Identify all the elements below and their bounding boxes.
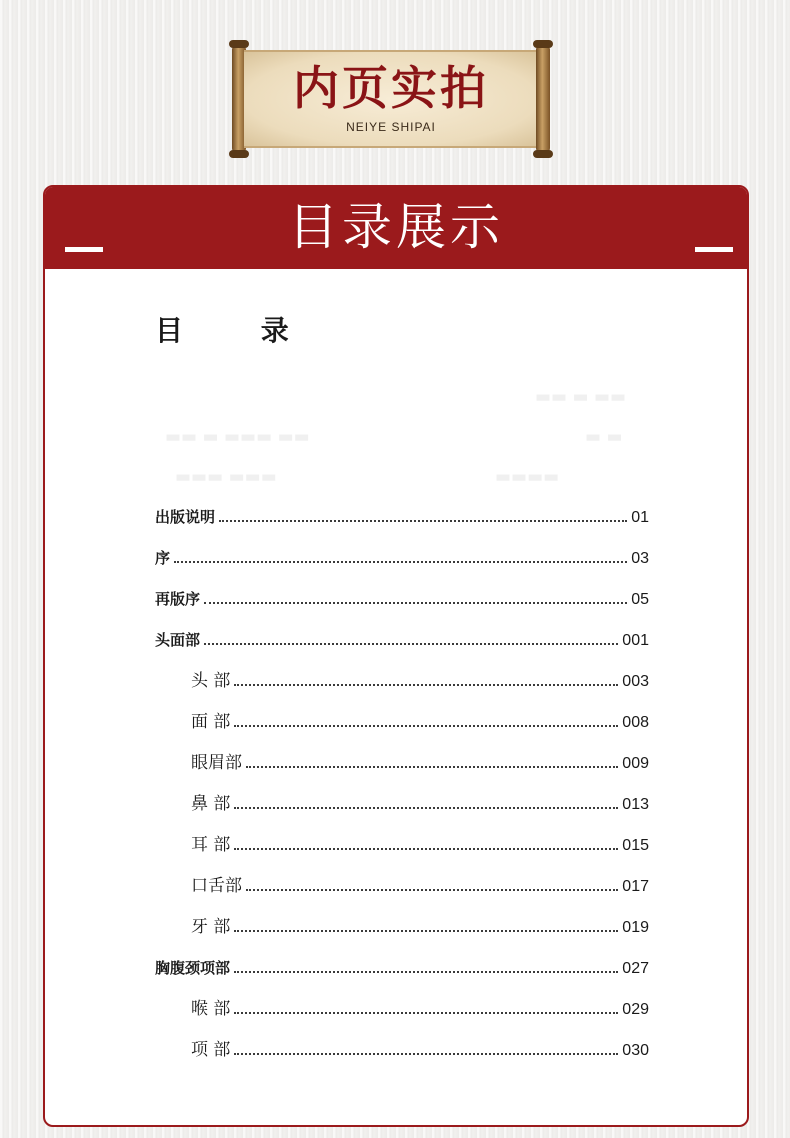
- dot-leader: [234, 684, 618, 686]
- toc-entry-page: 05: [631, 591, 649, 608]
- toc-entry-label: 喉 部: [191, 999, 231, 1019]
- dot-leader: [234, 1053, 618, 1055]
- toc-entry-page: 017: [622, 878, 649, 895]
- toc-entry: [191, 874, 649, 896]
- toc-entry-label: 耳 部: [191, 835, 231, 855]
- dot-leader: [246, 766, 618, 768]
- toc-entry-page: 008: [622, 714, 649, 731]
- section-title: 目录展示: [288, 198, 504, 256]
- toc-entry-page: 019: [622, 919, 649, 936]
- dot-leader: [204, 602, 627, 604]
- toc-heading: 目 录: [155, 314, 323, 347]
- toc-entry: [155, 505, 649, 527]
- toc-entry: [191, 751, 649, 773]
- toc-entry-page: 029: [622, 1001, 649, 1018]
- toc-entry-label: 鼻 部: [191, 794, 231, 814]
- toc-entry: [191, 833, 649, 855]
- dot-leader: [234, 807, 618, 809]
- toc-entry: [155, 546, 649, 568]
- toc-entry-page: 03: [631, 550, 649, 567]
- toc-entry: [155, 956, 649, 978]
- dot-leader: [234, 930, 618, 932]
- toc-entry-label: 头面部: [155, 631, 201, 649]
- toc-entry: [191, 710, 649, 732]
- dot-leader: [234, 971, 618, 973]
- banner-title: 内页实拍: [293, 61, 489, 115]
- toc-entry-label: 口舌部: [191, 876, 242, 896]
- toc-entry-label: 面 部: [191, 712, 231, 732]
- dot-leader: [219, 520, 627, 522]
- dot-leader: [234, 848, 618, 850]
- dot-leader: [234, 1012, 618, 1014]
- toc-entry-label: 项 部: [191, 1040, 231, 1060]
- toc-entry-page: 030: [622, 1042, 649, 1059]
- toc-entry: [191, 997, 649, 1019]
- toc-entry-page: 009: [622, 755, 649, 772]
- toc-entry-page: 013: [622, 796, 649, 813]
- toc-entry-page: 001: [622, 632, 649, 649]
- toc-entry: [191, 915, 649, 937]
- section-header: [45, 187, 747, 269]
- toc-entry-label: 再版序: [155, 590, 201, 608]
- dot-leader: [174, 561, 627, 563]
- toc-entry-page: 003: [622, 673, 649, 690]
- toc-entry: [191, 669, 649, 691]
- toc-entry: [191, 1038, 649, 1060]
- toc-entry: [155, 628, 649, 650]
- dot-leader: [204, 643, 618, 645]
- toc-entry-label: 出版说明: [155, 508, 216, 526]
- toc-entry-label: 头 部: [191, 671, 231, 691]
- toc-entry-page: 01: [631, 509, 649, 526]
- toc-entry-label: 序: [155, 549, 171, 567]
- toc-entry-label: 眼眉部: [191, 753, 242, 773]
- toc-entry: [155, 587, 649, 609]
- scroll-banner: [226, 42, 556, 156]
- toc-entry-page: 015: [622, 837, 649, 854]
- toc-entry-page: 027: [622, 960, 649, 977]
- toc-card: 目录展示 ▬▬ ▬ ▬▬ ▬ ▬ ▬▬▬▬ ▬▬ ▬ ▬▬▬ ▬▬ ▬▬▬ ▬▬▬ 目 录 出版说明 01 序 03 再版序 05 头面部 001 头 部 003 面 部 008 眼眉部 009 鼻 部 013 耳 部 015 口舌部 017 牙 部 019 胸腹颈项部 027 喉 部 029 项 部 030: [43, 185, 749, 1127]
- header-bar-right: [695, 247, 733, 252]
- dot-leader: [246, 889, 618, 891]
- toc-entry: [191, 792, 649, 814]
- toc-entry-label: 胸腹颈项部: [155, 959, 231, 977]
- dot-leader: [234, 725, 618, 727]
- toc-entry-label: 牙 部: [191, 917, 231, 937]
- banner-subtitle: NEIYE SHIPAI: [346, 120, 436, 134]
